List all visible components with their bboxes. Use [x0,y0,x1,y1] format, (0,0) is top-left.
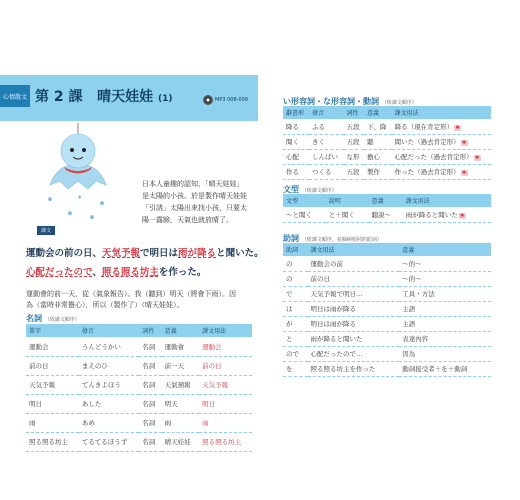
table-cell-wrapper [364,119,392,134]
table-cell: 明日は雨が降る [310,305,357,313]
table-cell-wrapper [369,207,403,222]
noun-table [26,324,252,452]
table-cell: は [286,305,293,313]
table-cell: 作る [286,168,299,176]
column-header: 意義 [162,324,200,337]
lesson-title [35,86,173,106]
table-cell-wrapper [399,346,491,361]
table-cell: 雨が降ると聞いた [310,335,363,343]
table-cell-wrapper [392,164,491,179]
verb-note: （依課文順序） [381,100,417,106]
table-cell-wrapper [162,394,200,413]
table-cell-wrapper [326,207,369,222]
table-cell: 作った（過去肯定形） [394,168,460,176]
table-cell-wrapper [399,256,491,271]
table-cell: で [286,290,293,298]
cd-icon [203,95,213,105]
table-cell-wrapper [139,375,161,394]
table-cell: 天気予報で明日… [310,290,363,298]
table-cell-wrapper [364,164,392,179]
table-cell-wrapper [309,134,344,149]
table-cell: ～的～ [402,275,422,283]
table-row [26,375,252,394]
table-cell: 前の日 [29,362,49,370]
table-cell: 名詞 [142,342,156,351]
table-cell-wrapper [283,134,309,149]
table-cell: 明日 [202,400,216,408]
table-cell: 主語 [402,305,416,313]
table-cell: 名詞 [142,400,156,408]
column-header: 意義 [399,243,491,256]
table-cell: 運動會 [164,342,185,351]
mp3-label [203,95,248,105]
table-cell: 名詞 [142,438,156,446]
pattern-title: 文型 [283,185,299,194]
table-cell: 心配 [286,153,299,161]
column-header: 詞性 [344,106,365,119]
table-cell-wrapper [79,432,139,451]
lesson-name: 晴天娃娃 [97,89,154,105]
table-cell: を [286,365,293,373]
sentence2-part: を作った。 [158,267,207,278]
column-header: 詞性 [139,324,161,337]
table-cell: まえのひ [81,362,108,370]
table-cell: てんきよほう [81,381,121,389]
column-header: 助詞 [283,243,308,256]
table-cell: 明日 [29,400,42,408]
table-cell-wrapper [26,432,79,451]
column-header: 單字 [26,324,79,337]
column-header: 文型 [283,194,326,207]
table-cell: 照る照る坊主 [202,438,242,446]
sentence2-part: 、 [92,267,102,278]
table-cell-wrapper [309,149,344,164]
table-cell: 雨 [29,419,36,427]
noun-section-title [26,313,80,324]
table-cell: 前一天 [164,362,185,370]
table-cell: つくる [311,168,332,176]
verb-title: い形容詞・な形容詞・動詞 [283,97,379,106]
table-cell-wrapper [283,164,309,179]
table-cell-wrapper [283,119,309,134]
table-cell-wrapper [139,337,161,356]
mp3-track: MP3 008-009 [215,97,248,103]
column-header: 意義 [369,194,403,207]
table-cell: 聽說～ [371,210,392,219]
table-row [283,271,491,286]
particle-note: （依課文順序，並歸納相同的助詞） [301,237,382,243]
sentence1-part: 運動会の前の日、 [26,248,103,259]
sentence1-part: で明日は [140,248,179,259]
table-cell-wrapper [26,413,79,432]
column-header: 課文用法 [392,106,491,119]
table-cell: 降る [286,122,299,131]
table-row [283,149,491,164]
column-header: 課文用法 [199,324,252,337]
table-cell: きく [311,138,325,146]
table-cell-wrapper [79,394,139,413]
table-cell-wrapper [162,356,200,375]
table-cell-wrapper [199,394,252,413]
table-cell: 五段 [346,138,360,146]
table-cell-wrapper [283,256,308,271]
grammar-mark-icon: ✱ [460,212,465,219]
table-cell: 五段 [346,168,360,176]
table-row [283,256,491,271]
table-cell-wrapper [162,432,200,451]
table-cell-wrapper [308,271,400,286]
pattern-table [283,194,491,223]
table-cell: 下、降 [367,122,387,131]
table-cell-wrapper [399,286,491,301]
table-cell: 表達內容 [402,335,429,343]
table-cell: と [286,335,293,343]
sentence2-highlight: 照る照る坊主 [101,267,159,278]
table-cell-wrapper [79,337,139,356]
table-cell: 照る照る坊主を作った [310,365,376,373]
table-cell-wrapper [26,375,79,394]
lesson-label: 第 2 課 [35,89,83,105]
table-cell: てるてるぼうず [81,438,128,446]
table-cell-wrapper [79,375,139,394]
table-cell: 聽 [367,138,374,146]
table-cell: 主語 [402,320,416,328]
table-cell-wrapper [199,413,252,432]
table-cell-wrapper [283,331,308,346]
table-cell: 雨 [164,419,172,427]
table-cell-wrapper [344,134,365,149]
table-cell: しんぱい [311,153,338,161]
table-cell-wrapper [26,337,79,356]
table-cell: 明天 [164,400,178,408]
table-cell-wrapper [308,316,400,331]
table-cell-wrapper [399,361,491,376]
teru-teru-bozu-illustration [38,123,118,223]
tab-label: 心情散文 [0,85,30,107]
table-cell-wrapper [199,432,252,451]
column-header: 課文用法 [308,243,400,256]
table-cell: 名詞 [142,419,156,427]
table-cell-wrapper [139,356,161,375]
table-row [283,301,491,316]
table-cell: が [286,320,293,328]
table-cell: 名詞 [142,362,156,370]
table-cell: 降る（現在肯定形） [394,122,454,131]
column-header: 辭書形 [283,106,309,119]
sentence2-highlight: 心配だったので [26,267,93,278]
column-header: 發音 [309,106,344,119]
table-cell-wrapper [308,286,400,301]
table-cell: ふる [311,122,325,131]
table-cell: 前の日 [310,275,331,283]
table-cell: の [286,275,293,283]
table-cell: 運動会 [202,342,222,351]
table-cell-wrapper [79,356,139,375]
table-cell-wrapper [308,346,400,361]
table-cell: 天氣預報 [164,381,191,389]
translation: 運動會的前一天，從（氣象報告）。我（聽到）明天（將會下雨）。因為（當時非常擔心），所以（製作了）（晴天娃娃）。 [26,290,236,309]
table-row [283,119,491,134]
table-cell: 五段 [346,122,360,131]
right-page [283,96,501,396]
table-cell: あめ [81,419,95,427]
table-cell: と＋聞く [328,210,355,219]
table-cell-wrapper [399,301,491,316]
table-row [283,286,491,301]
table-cell-wrapper [199,356,252,375]
table-cell: あした [81,400,102,408]
lesson-intro: 日本人童趣的認知，「晴天娃娃」是太陽的小孩。於是製作晴天娃娃「引誘」太陽出來找小孩，只要太陽一露臉，天氣也就放晴了。 [142,180,247,224]
table-row [26,413,252,432]
table-cell: 心配だった（過去肯定形） [394,153,473,161]
table-cell: 心配だったので… [310,350,363,358]
lesson-header [0,75,258,121]
table-cell-wrapper [162,413,200,432]
noun-note: （依課文順序） [44,317,80,323]
sentence1-highlight: 天気予報 [102,248,141,259]
table-cell: 聞いた（過去肯定形） [394,138,460,146]
grammar-mark-icon: ✱ [461,140,467,146]
table-cell: 運動会 [29,342,49,351]
pattern-note: （依課文順序） [301,188,337,194]
table-cell: 雨 [202,419,209,427]
table-cell: 前の日 [202,362,222,370]
table-cell-wrapper [308,301,400,316]
table-cell: 工具・方法 [402,290,435,298]
noun-title: 名詞 [26,314,42,323]
table-cell-wrapper [283,346,308,361]
table-cell-wrapper [392,119,491,134]
particle-title: 助詞 [283,234,299,243]
verb-table [283,106,491,180]
table-cell: ～的～ [402,259,422,268]
table-cell-wrapper [344,164,365,179]
grammar-mark-icon: ✱ [474,155,480,161]
column-header: 發音 [79,324,139,337]
table-cell-wrapper [283,301,308,316]
table-cell: 明日は雨が降る [310,320,357,328]
table-cell-wrapper [139,394,161,413]
lesson-sentence-2 [26,264,206,278]
table-cell: 聞く [286,138,299,146]
lesson-sentence-1 [26,245,264,259]
table-cell-wrapper [283,361,308,376]
table-cell: 天気予報 [29,381,55,389]
table-cell-wrapper [308,361,400,376]
lesson-part: (1) [158,94,173,104]
table-cell-wrapper [392,134,491,149]
table-cell-wrapper [399,316,491,331]
table-cell-wrapper [283,207,326,222]
grammar-mark-icon: ✱ [461,170,467,176]
table-cell-wrapper [283,149,309,164]
table-cell-wrapper [399,331,491,346]
table-row [283,134,491,149]
table-cell: ～と聞く [286,210,312,219]
table-row [283,164,491,179]
table-cell-wrapper [344,119,365,134]
table-cell-wrapper [308,256,400,271]
table-row [283,316,491,331]
table-cell: 運動会の前 [310,259,344,268]
left-page [0,75,264,495]
table-cell-wrapper [26,356,79,375]
table-cell-wrapper [79,413,139,432]
table-row [26,356,252,375]
table-row [283,207,491,222]
table-cell-wrapper [309,119,344,134]
table-cell-wrapper [364,134,392,149]
grammar-mark-icon: ✱ [455,124,460,131]
table-cell: 照る照る坊主 [29,438,68,446]
table-cell: 名詞 [142,381,156,389]
table-cell-wrapper [283,271,308,286]
table-row [26,394,252,413]
table-cell-wrapper [283,316,308,331]
table-row [26,432,252,451]
table-cell: 製作 [367,168,381,176]
column-header: 說明 [326,194,369,207]
table-cell: 動詞接受者＋を＋動詞 [402,365,468,373]
table-row [283,331,491,346]
sentence1-highlight: 雨が降る [178,248,217,259]
table-row [26,337,252,356]
table-cell: の [286,259,293,268]
table-cell: ので [286,350,299,358]
particle-table [283,243,491,377]
table-cell: うんどうかい [81,342,121,351]
table-cell-wrapper [392,149,491,164]
table-cell-wrapper [139,432,161,451]
table-cell-wrapper [399,271,491,286]
table-cell-wrapper [162,375,200,394]
table-row [283,361,491,376]
table-row [283,346,491,361]
table-cell: な形 [346,153,360,161]
table-cell-wrapper [344,149,365,164]
table-cell-wrapper [403,207,491,222]
table-cell-wrapper [309,164,344,179]
text-tag: 課文 [37,226,55,235]
table-cell: 雨が降ると聞いた [405,210,458,219]
table-cell: 晴天娃娃 [164,438,191,446]
table-cell-wrapper [364,149,392,164]
table-cell-wrapper [26,394,79,413]
table-cell-wrapper [162,337,200,356]
table-cell-wrapper [199,375,252,394]
table-cell-wrapper [199,337,252,356]
table-cell-wrapper [139,413,161,432]
column-header: 意義 [364,106,392,119]
table-cell-wrapper [283,286,308,301]
table-cell-wrapper [308,331,400,346]
table-cell: 天気予報 [202,381,229,389]
sentence1-part: と聞いた。 [216,248,264,259]
table-cell: 擔心 [367,153,381,161]
table-cell: 因為 [402,350,416,358]
column-header: 課文用法 [403,194,491,207]
